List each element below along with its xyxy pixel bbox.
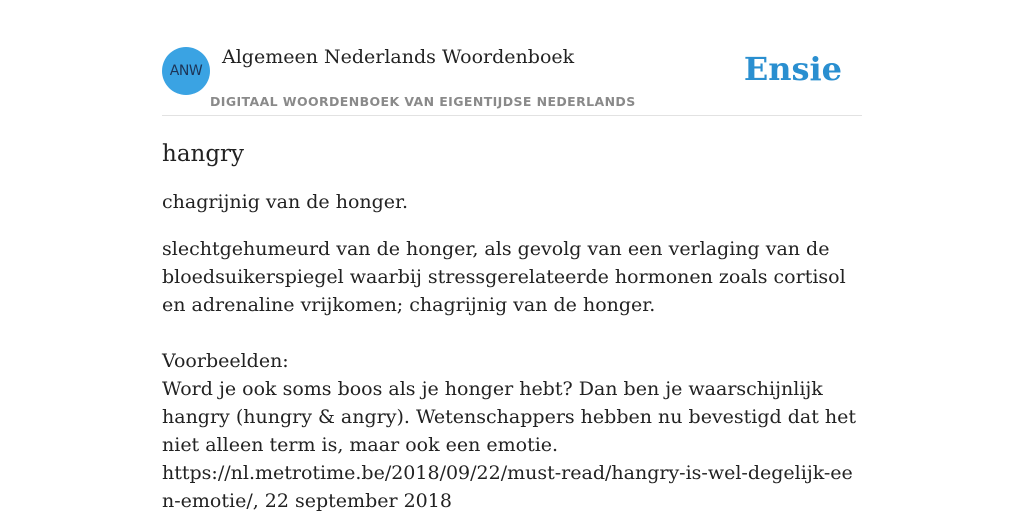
examples-label: Voorbeelden: (162, 350, 289, 372)
anw-logo[interactable] (162, 47, 210, 95)
entry-content (162, 140, 862, 512)
example-source: https://nl.metrotime.be/2018/09/22/must-read/hangry-is-wel-degelijk-een-emotie/, 22 september 2018 (162, 462, 853, 512)
headword: hangry (162, 141, 245, 167)
examples-section (162, 347, 862, 512)
short-definition: chagrijnig van de honger. (162, 191, 409, 213)
ensie-brand-link[interactable]: Ensie (743, 50, 842, 88)
site-title[interactable]: Algemeen Nederlands Woordenboek (222, 46, 575, 68)
example-text: Word je ook soms boos als je honger hebt? Dan ben je waarschijnlijk hangry (hungry & angry). Wetenschappers hebben nu bevestigd dat het niet alleen term is, maar ook een emotie. (162, 378, 857, 456)
logo-text: ANW (169, 63, 203, 79)
header-divider (162, 115, 862, 116)
long-definition: slechtgehumeurd van de honger, als gevolg van een verlaging van de bloedsuikerspiegel waarbij stressgerelateerde hormonen zoals cortisol en adrenaline vrijkomen; chagrijnig van de honger. (162, 238, 846, 316)
site-subtitle: DIGITAAL WOORDENBOEK VAN EIGENTIJDSE NEDERLANDS (210, 94, 636, 109)
